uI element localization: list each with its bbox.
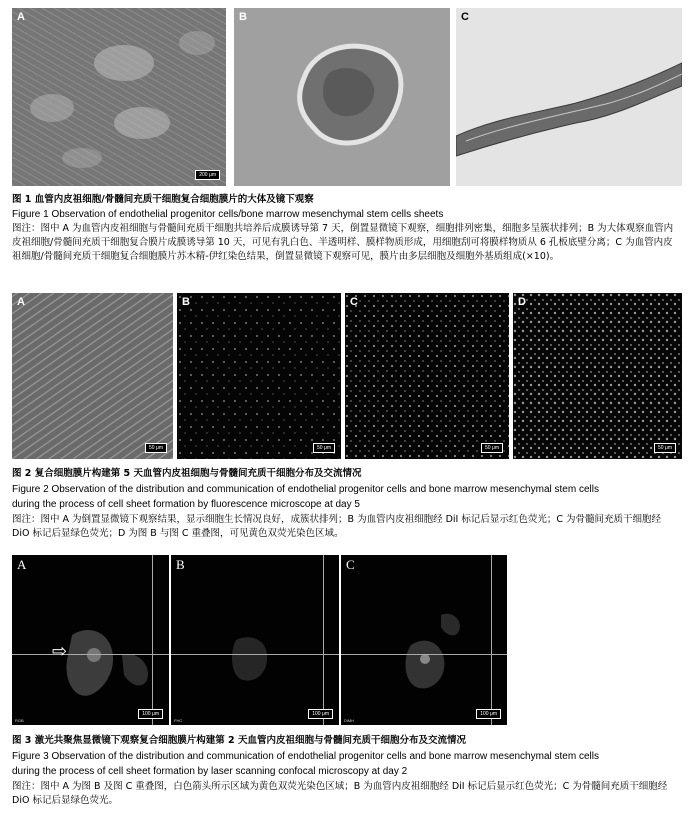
fig2-panel-a-label: A xyxy=(17,296,25,308)
fig3-title-cn: 图 3 激光共聚焦显微镜下观察复合细胞膜片构建第 2 天血管内皮祖细胞与骨髓间充质干细胞分布及交流情况 xyxy=(12,735,466,746)
fig3-title-en-line1: Figure 3 Observation of the distribution and communication of endothelial progenitor cells and bone marrow mesenchymal stem cells xyxy=(12,751,599,762)
fig2-note: 图注：图中 A 为倒置显微镜下观察结果，显示细胞生长情况良好，成簇状排列；B 为血管内皮祖细胞经 DiI 标记后显示红色荧光；C 为骨髓间充质干细胞经 DiO 标记后显绿色荧光；D 为图 B 与图 C 重叠图，可见黄色双荧光染色区域。 xyxy=(12,514,662,539)
fig2-panel-a-micrograph xyxy=(12,293,173,459)
fig2-panel-d-label: D xyxy=(518,296,526,308)
fig2-title-cn: 图 2 复合细胞膜片构建第 5 天血管内皮祖细胞与骨髓间充质干细胞分布及交流情况 xyxy=(12,468,362,479)
fig2-panel-b-label: B xyxy=(182,296,190,308)
fig3-panel-c-crosshair-h xyxy=(341,654,507,655)
fig1-panel-a xyxy=(12,8,226,186)
fig1-panel-b xyxy=(234,8,450,186)
fig3-panel-a xyxy=(12,555,169,725)
fig3-panel-b-crosshair-v xyxy=(323,555,324,725)
fig3-panel-a-crosshair-v xyxy=(152,555,153,725)
fig3-panel-a-corner: RGB xyxy=(15,718,24,723)
fig1-panel-b-label: B xyxy=(239,11,247,23)
fig2-panel-c-scale-bar: 50 μm xyxy=(481,443,503,453)
fig3-panel-c-corner: DiMH xyxy=(344,718,354,723)
fig2-panel-c-fluorescence xyxy=(345,293,509,459)
fig1-panel-a-micrograph xyxy=(12,8,226,186)
fig2-panel-d-scale-bar: 50 μm xyxy=(654,443,676,453)
fig2-title-en-line2: during the process of cell sheet formation by fluorescence microscope at day 5 xyxy=(12,499,360,510)
fig2-panel-c-label: C xyxy=(350,296,358,308)
fig3-panel-b-scale-bar: 100 μm xyxy=(308,709,333,719)
fig1-panel-a-scale-bar: 200 μm xyxy=(195,170,220,180)
fig3-panel-c-label: C xyxy=(346,557,355,572)
fig2-panel-c xyxy=(345,293,509,459)
fig3-panel-c-crosshair-v xyxy=(491,555,492,725)
fig2-title-en-line1: Figure 2 Observation of the distribution and communication of endothelial progenitor cells and bone marrow mesenchymal stem cells xyxy=(12,484,599,495)
fig2-panel-a-scale-bar: 50 μm xyxy=(145,443,167,453)
fig1-panel-a-label: A xyxy=(17,11,25,23)
fig3-panel-b-corner: FHC xyxy=(174,718,183,723)
fig2-panel-b-fluorescence xyxy=(177,293,341,459)
fig2-panel-b-scale-bar: 50 μm xyxy=(313,443,335,453)
fig1-title-cn: 图 1 血管内皮祖细胞/骨髓间充质干细胞复合细胞膜片的大体及镜下观察 xyxy=(12,194,314,205)
fig1-note: 图注：图中 A 为血管内皮祖细胞与骨髓间充质干细胞共培养后成膜诱导第 7 天，倒置显微镜下观察，细胞排列密集，细胞多呈簇状排列；B 为大体观察血管内皮祖细胞/骨髓间充质干细胞复合膜片成膜诱导第 10 天，可见有乳白色、半透明样、膜样物质形成，用细胞刮可将膜样物质从 6 孔板底壁分离；C 为血管内皮祖细胞/骨髓间充质干细胞复合细胞膜片苏木精-伊红染色结果，倒置显微镜下观察可见，膜片由多层细胞及细胞外基质组成(×10)。 xyxy=(12,223,674,262)
fig3-panel-b-confocal xyxy=(171,555,339,725)
fig1-title-en: Figure 1 Observation of endothelial progenitor cells/bone marrow mesenchymal stem cells sheets xyxy=(12,209,444,220)
fig3-panel-a-confocal xyxy=(12,555,169,725)
fig3-panel-c xyxy=(341,555,507,725)
fig3-panel-a-label: A xyxy=(17,557,27,572)
fig3-title-en-line2: during the process of cell sheet formation by laser scanning confocal microscopy at day 2 xyxy=(12,766,408,777)
fig3-panel-c-scale-bar: 100 μm xyxy=(476,709,501,719)
fig3-panel-b-crosshair-h xyxy=(171,654,339,655)
fig1-panel-b-photo xyxy=(234,8,450,186)
fig3-panel-b-label: B xyxy=(176,557,185,572)
fig3-panel-c-confocal xyxy=(341,555,507,725)
fig2-panel-b xyxy=(177,293,341,459)
fig3-panel-a-crosshair-h xyxy=(12,654,169,655)
fig3-note: 图注：图中 A 为图 B 及图 C 重叠图，白色箭头所示区域为黄色双荧光染色区域；B 为血管内皮祖细胞经 DiI 标记后显示红色荧光；C 为骨髓间充质干细胞经 DiO 标记后显绿色荧光。 xyxy=(12,781,668,806)
fig3-panel-a-scale-bar: 100 μm xyxy=(138,709,163,719)
fig3-panel-b xyxy=(171,555,339,725)
fig1-panel-c-label: C xyxy=(461,11,469,23)
fig1-panel-c-he-stain xyxy=(456,8,682,186)
fig2-panel-d xyxy=(513,293,682,459)
fig2-panel-d-merged xyxy=(513,293,682,459)
arrow-icon: ⇨ xyxy=(52,641,68,662)
fig2-panel-a xyxy=(12,293,173,459)
fig1-panel-c xyxy=(456,8,682,186)
